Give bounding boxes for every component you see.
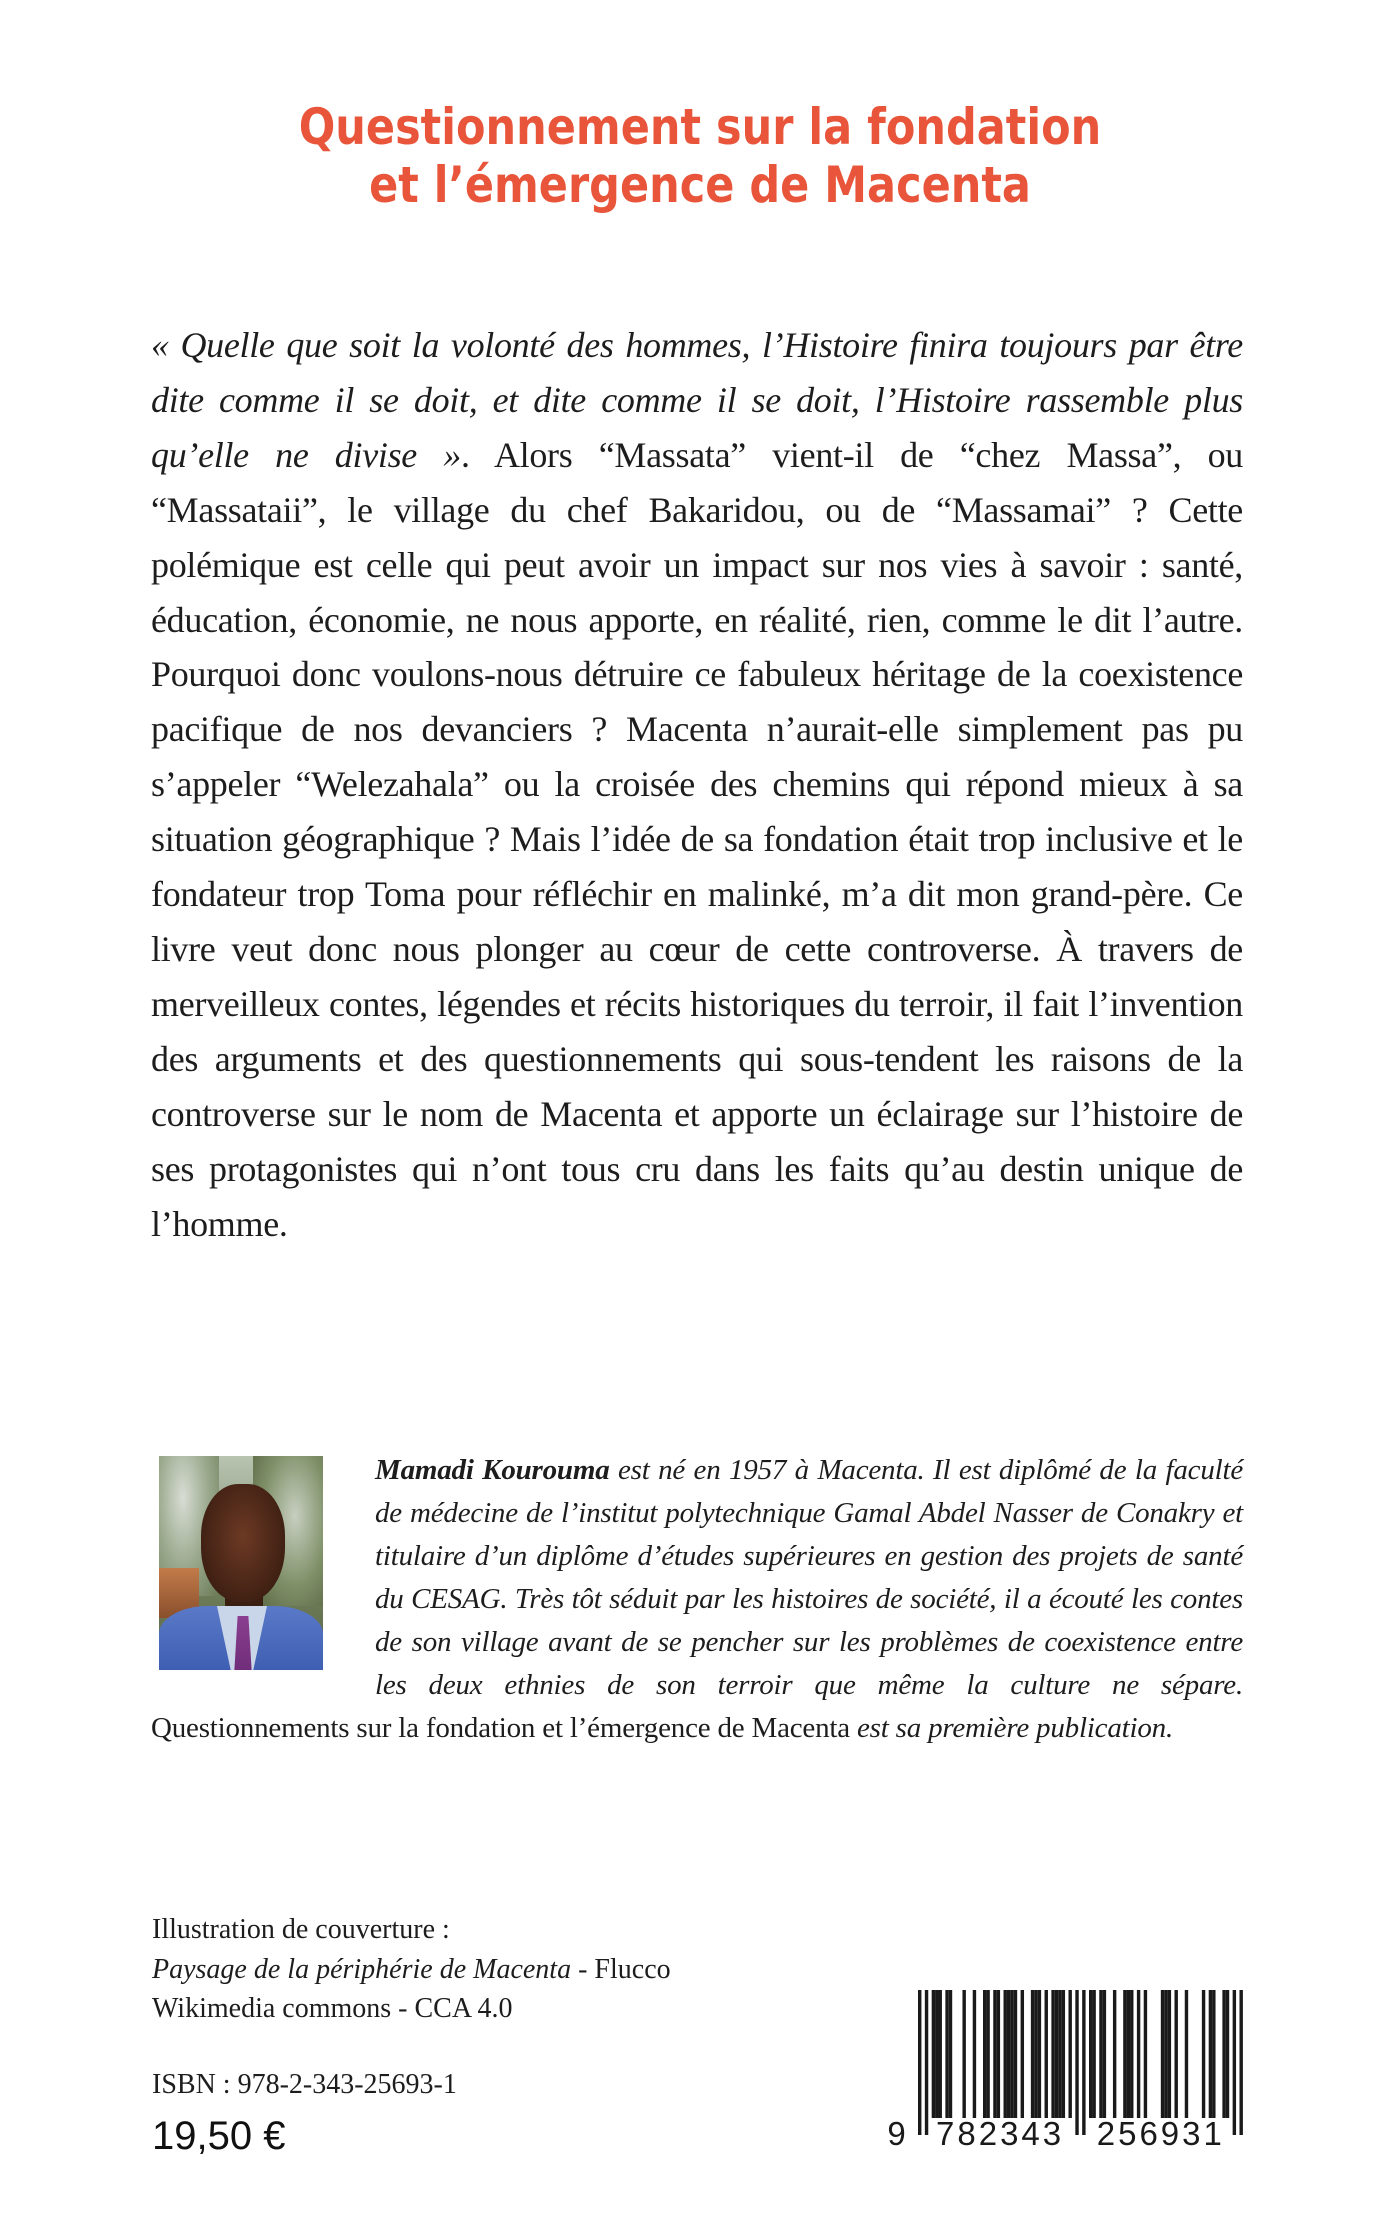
blurb-paragraph xyxy=(151,318,1243,1251)
barcode-bar xyxy=(997,1990,1000,2118)
barcode-bar xyxy=(1058,1990,1061,2118)
isbn: ISBN : 978-2-343-25693-1 xyxy=(152,2069,457,2100)
barcode-bar xyxy=(935,1990,938,2118)
barcode-bar xyxy=(986,1990,989,2118)
cover-title-line-1: Questionnement sur la fondation xyxy=(298,98,1102,156)
barcode-bar xyxy=(983,1990,986,2118)
credits-illustration-title: Paysage de la périphérie de Macenta xyxy=(152,1953,572,1985)
cover-title xyxy=(98,98,1302,214)
barcode-digits: 782343 xyxy=(936,2115,1065,2152)
barcode-bar xyxy=(925,1990,928,2135)
barcode-bar xyxy=(918,1990,921,2135)
barcode-bar xyxy=(1089,1990,1092,2118)
barcode-bar xyxy=(1239,1990,1242,2135)
barcode-bar xyxy=(1045,1990,1048,2118)
barcode-bar xyxy=(1092,1990,1095,2118)
credits-label: Illustration de couverture : xyxy=(152,1914,450,1945)
credits-illustration-author: - Flucco xyxy=(571,1953,671,1985)
barcode-digits: 256931 xyxy=(1096,2115,1225,2152)
barcode-graphic xyxy=(880,1985,1250,2155)
cover-title-line-2: et l’émergence de Macenta xyxy=(369,156,1031,214)
barcode-bar xyxy=(1233,1990,1236,2135)
barcode-bar xyxy=(993,1990,996,2118)
barcode-bar xyxy=(1226,1990,1229,2118)
barcode-bar xyxy=(1127,1990,1130,2118)
credits-source: Wikimedia commons - CCA 4.0 xyxy=(152,1993,513,2024)
barcode-bar xyxy=(1031,1990,1034,2118)
barcode-bar xyxy=(939,1990,942,2118)
barcode-bar xyxy=(1175,1990,1178,2118)
barcode-bar xyxy=(1004,1990,1007,2118)
author-bio-text: est né en 1957 à Macenta. Il est diplômé de la faculté de médecine de l’institut polytechnique Gamal Abdel Nasser de Conakry et titulaire d’un diplôme d’études supérieures en gestion des projets de santé du CESAG. Très tôt séduit par les histoires de société, il a écouté les contes de son village avant de se pencher sur les problèmes de coexistence entre les deux ethnies de son terroir que même la culture ne sépare. xyxy=(375,1454,1244,1701)
photo-spacer xyxy=(151,1449,375,1707)
barcode-bar xyxy=(1075,1990,1078,2135)
barcode-bar xyxy=(1051,1990,1054,2118)
barcode-bar xyxy=(1113,1990,1116,2118)
barcode-bar xyxy=(1068,1990,1071,2118)
barcode-bar xyxy=(1222,1990,1225,2118)
barcode-bar xyxy=(962,1990,965,2118)
barcode-bar xyxy=(1055,1990,1058,2118)
barcode-bar xyxy=(1144,1990,1147,2118)
barcode-bar xyxy=(1103,1990,1106,2118)
barcode-bar xyxy=(1034,1990,1037,2118)
barcode-bar xyxy=(945,1990,948,2118)
barcode-bar xyxy=(1137,1990,1140,2118)
barcode-bar xyxy=(1099,1990,1102,2118)
barcode-bar xyxy=(1185,1990,1188,2118)
barcode-bar xyxy=(1164,1990,1167,2118)
barcode-bar xyxy=(1123,1990,1126,2118)
price: 19,50 € xyxy=(152,2114,286,2158)
barcode-bar xyxy=(1212,1990,1215,2118)
blurb-body: . Alors “Massata” vient-il de “chez Massa”, ou “Massataii”, le village du chef Bakaridou, ou de “Massamai” ? Cette polémique est celle qui peut avoir un impact sur nos vies à savoir : santé, éducation, économie, ne nous apporte, en réalité, rien, comme le dit l’autre. Pourquoi donc voulons-nous détruire ce fabuleux héritage de la coexistence pacifique de nos devanciers ? Macenta n’aurait-elle simplement pas pu s’appeler “Welezahala” ou la croisée des chemins qui répond mieux à sa situation géographique ? Mais l’idée de sa fondation était trop inclusive et le fondateur trop Toma pour réfléchir en malinké, m’a dit mon grand-père. Ce livre veut donc nous plonger au cœur de cette controverse. À travers de merveilleux contes, légendes et récits historiques du terroir, il fait l’invention des arguments et des questionnements qui sous-tendent les raisons de la controverse sur le nom de Macenta et apporte un éclairage sur l’histoire de ses protagonistes qui n’ont tous cru dans les faits qu’au destin unique de l’homme. xyxy=(151,434,1244,1244)
credits-illustration xyxy=(152,1950,671,1990)
cover-credits xyxy=(152,1910,671,2029)
barcode-bar xyxy=(973,1990,976,2118)
barcode-bar xyxy=(1202,1990,1205,2118)
barcode-bar xyxy=(1038,1990,1041,2118)
barcode-bar xyxy=(1130,1990,1133,2118)
barcode-bar xyxy=(1209,1990,1212,2118)
author-book-title: Questionnements sur la fondation et l’émergence de Macenta xyxy=(151,1712,850,1744)
barcode-bar xyxy=(932,1990,935,2118)
author-name: Mamadi Kourouma xyxy=(375,1454,610,1486)
author-bio xyxy=(151,1449,1243,1750)
author-bio-end: est sa première publication. xyxy=(849,1712,1174,1744)
barcode-bar xyxy=(1021,1990,1024,2118)
barcode-bar xyxy=(949,1990,952,2118)
blurb-quote: « Quelle que soit la volonté des hommes, l’Histoire finira toujours par être dite comme il se doit, et dite comme il se doit, l’Histoire rassemble plus qu’elle ne divise » xyxy=(151,325,1243,475)
barcode-bar xyxy=(1161,1990,1164,2118)
barcode-bar xyxy=(1007,1990,1010,2118)
barcode-bar xyxy=(1062,1990,1065,2118)
barcode-bar xyxy=(1168,1990,1171,2118)
ean13-barcode xyxy=(880,1985,1250,2155)
barcode-bar xyxy=(1082,1990,1085,2135)
barcode-bar xyxy=(1010,1990,1013,2118)
barcode-bar xyxy=(1014,1990,1017,2118)
barcode-digits: 9 xyxy=(887,2115,909,2152)
